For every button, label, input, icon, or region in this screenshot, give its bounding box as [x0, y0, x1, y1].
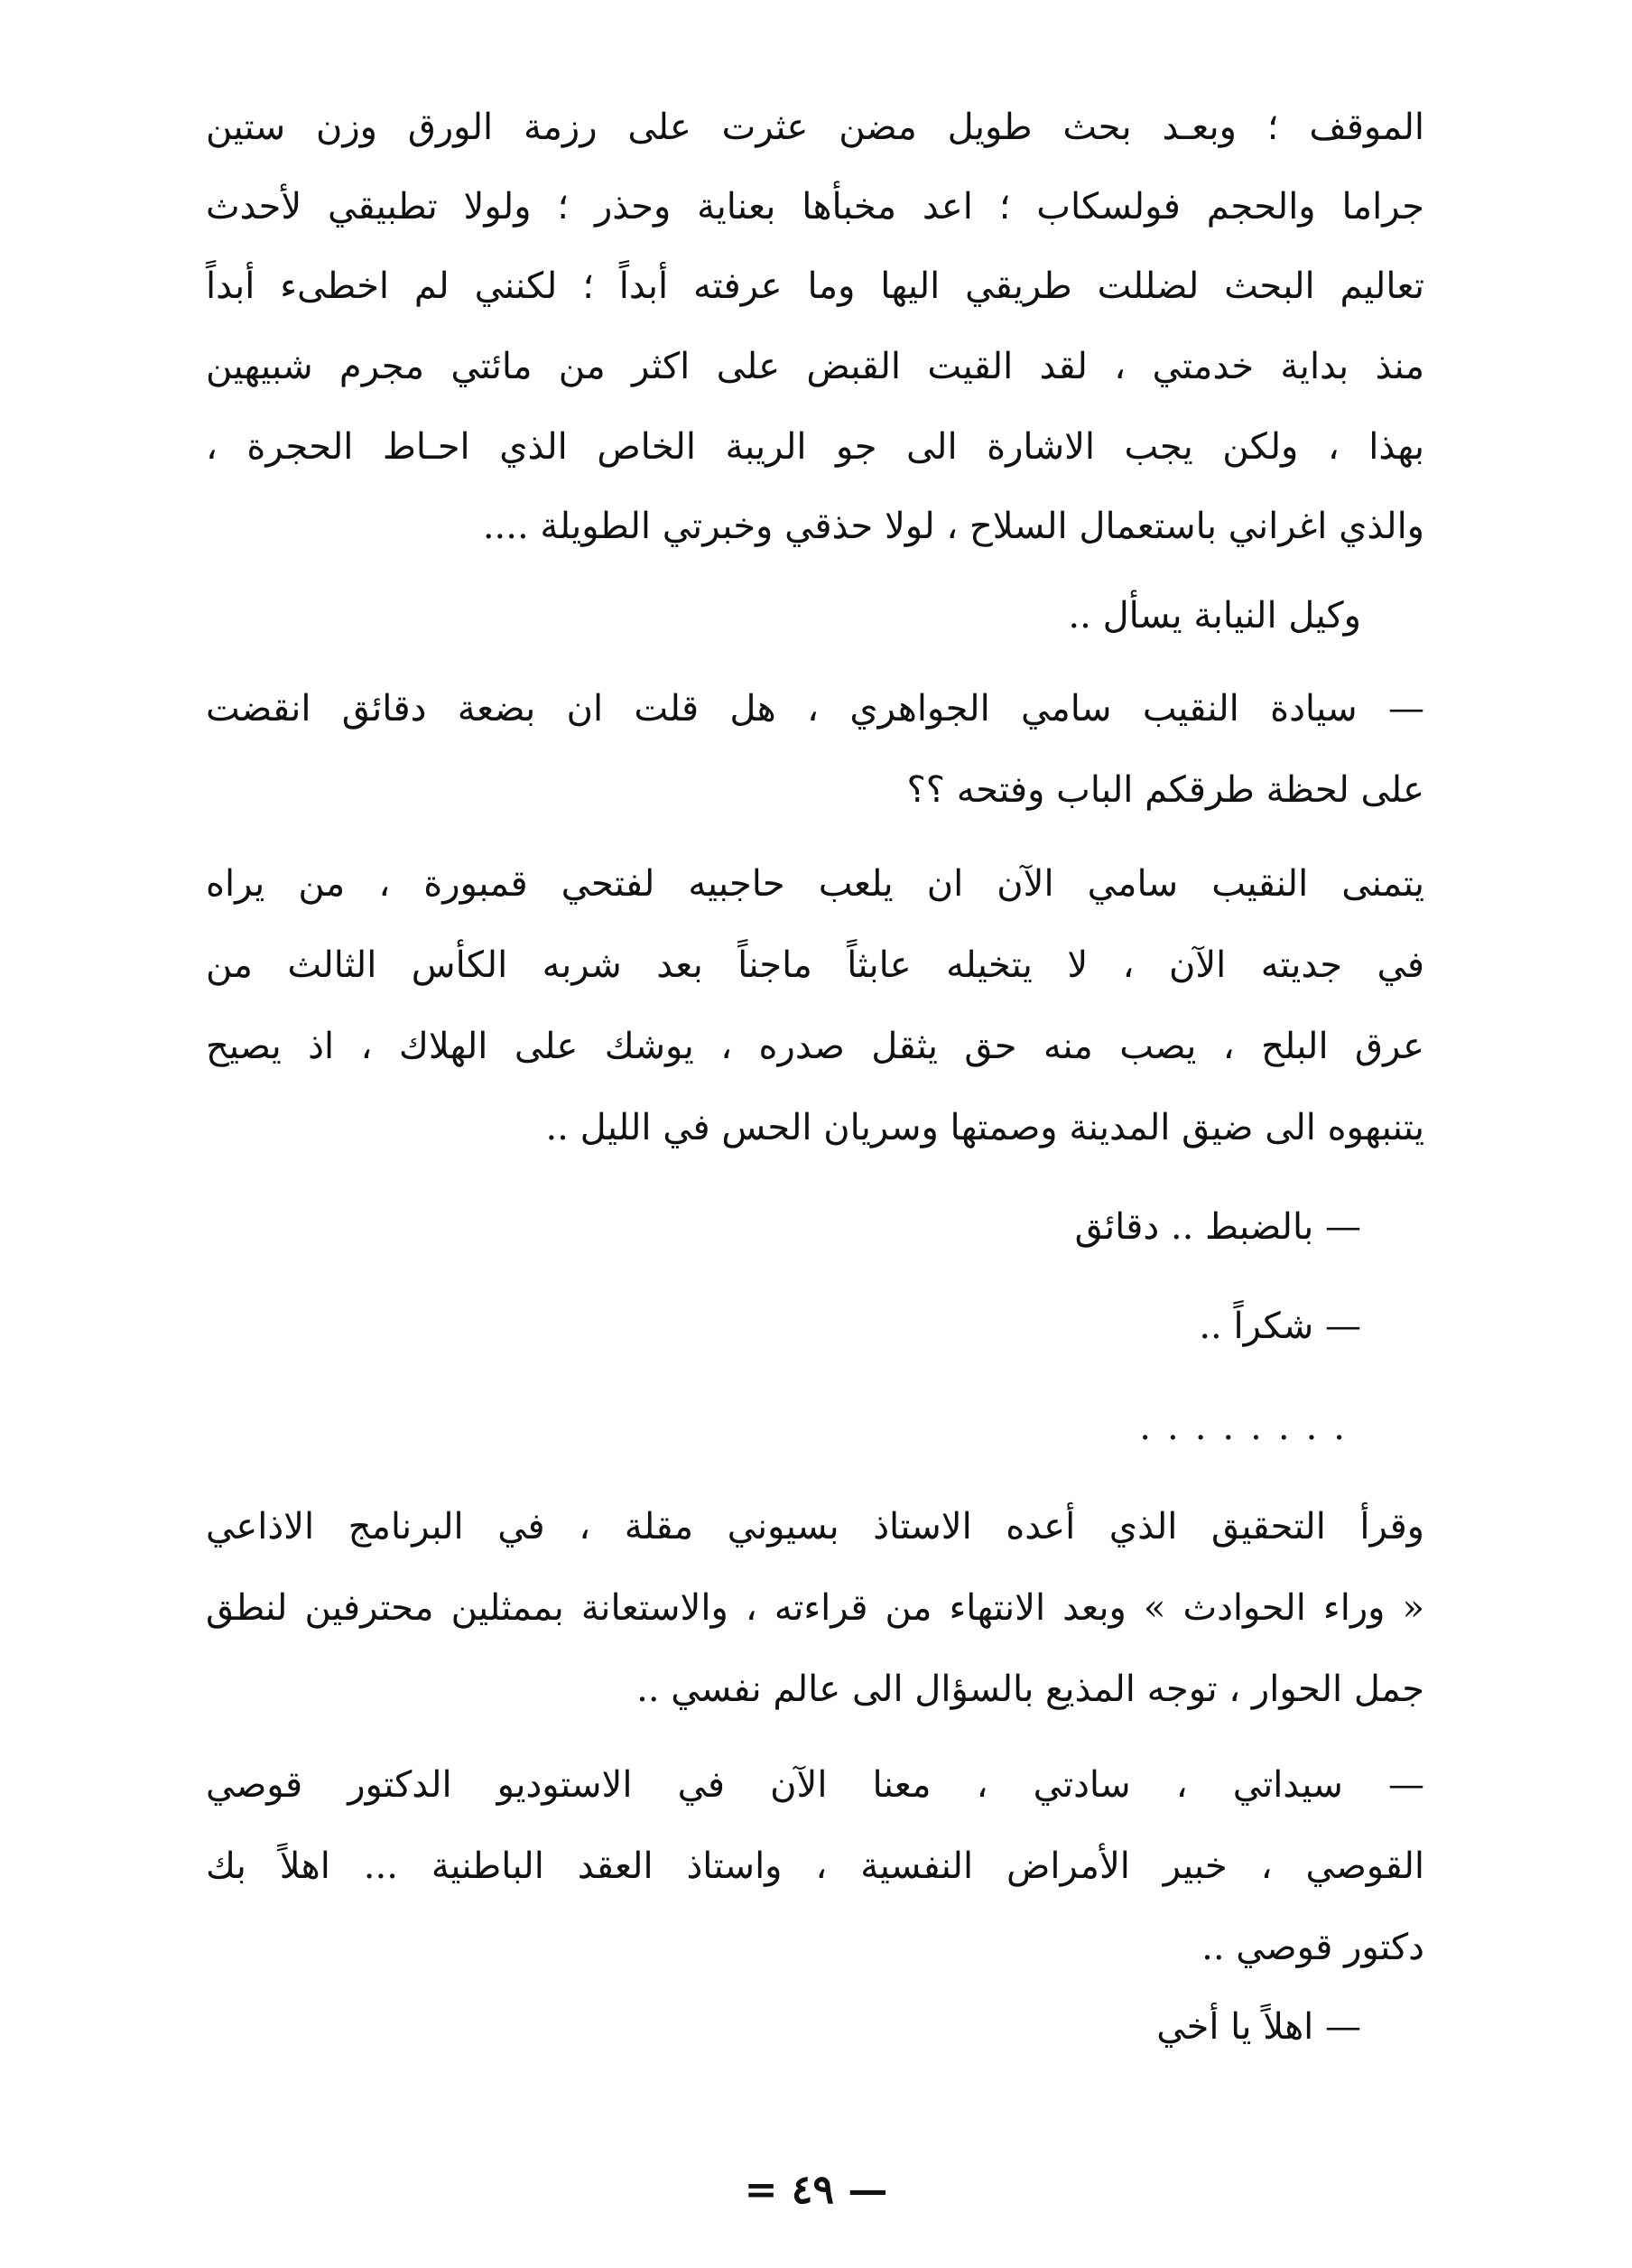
text-line: يتمنى النقيب سامي الآن ان يلعب حاجبيه لفتحي قمبورة ، من يراه: [206, 863, 1425, 905]
text-line: عرق البلح ، يصب منه حق يثقل صدره ، يوشك على الهلاك ، اذ يصيح: [206, 1026, 1424, 1067]
text-line: على لحظة طرقكم الباب وفتحه ؟؟: [906, 769, 1424, 811]
text-line: وكيل النيابة يسأل ..: [1068, 595, 1361, 637]
text-line: والذي اغراني باستعمال السلاح ، لولا حذقي وخبرتي الطويلة ....: [482, 506, 1424, 547]
text-line: بهذا ، ولكن يجب الاشارة الى جو الريبة الخاص الذي احـاط الحجرة ،: [206, 426, 1424, 468]
text-line: — اهلاً يا أخي: [1156, 2006, 1361, 2048]
text-line: القوصي ، خبير الأمراض النفسية ، واستاذ العقد الباطنية ... اهلاً بك: [206, 1845, 1424, 1887]
text-line: دكتور قوصي ..: [1201, 1927, 1424, 1968]
text-line: الموقف ؛ وبعـد بحث طويل مضن عثرت على رزمة الورق وزن ستين: [206, 107, 1424, 148]
text-line: — شكراً ..: [1199, 1306, 1361, 1347]
text-line: في جديته الآن ، لا يتخيله عابثاً ماجناً بعد شربه الكأس الثالث من: [206, 944, 1424, 986]
text-line: جراما والحجم فولسكاب ؛ اعد مخبأها بعناية وحذر ؛ ولولا تطبيقي لأحدث: [206, 186, 1424, 228]
section-break-dots: ........: [1139, 1407, 1361, 1448]
text-line: يتنبهوه الى ضيق المدينة وصمتها وسريان الحس في الليل ..: [545, 1107, 1424, 1148]
text-line: جمل الحوار ، توجه المذيع بالسؤال الى عالم نفسي ..: [636, 1668, 1424, 1710]
text-line: — بالضبط .. دقائق: [1074, 1206, 1361, 1248]
text-line: — سيداتي ، سادتي ، معنا الآن في الاستوديو الدكتور قوصي: [206, 1764, 1424, 1806]
text-line: « وراء الحوادث » وبعد الانتهاء من قراءته ، والاستعانة بممثلين محترفين لنطق: [206, 1587, 1424, 1629]
text-line: منذ بداية خدمتي ، لقد القيت القبض على اكثر من مائتي مجرم شبيهين: [206, 346, 1424, 387]
text-line: تعاليم البحث لضللت طريقي اليها وما عرفته أبداً ؛ لكنني لم اخطىء أبداً: [206, 265, 1424, 307]
text-line: وقرأ التحقيق الذي أعده الاستاذ بسيوني مقلة ، في البرنامج الاذاعي: [206, 1506, 1424, 1548]
page-number: — ٤٩ =: [744, 2167, 888, 2213]
text-line: — سيادة النقيب سامي الجواهري ، هل قلت ان بضعة دقائق انقضت: [206, 688, 1424, 730]
